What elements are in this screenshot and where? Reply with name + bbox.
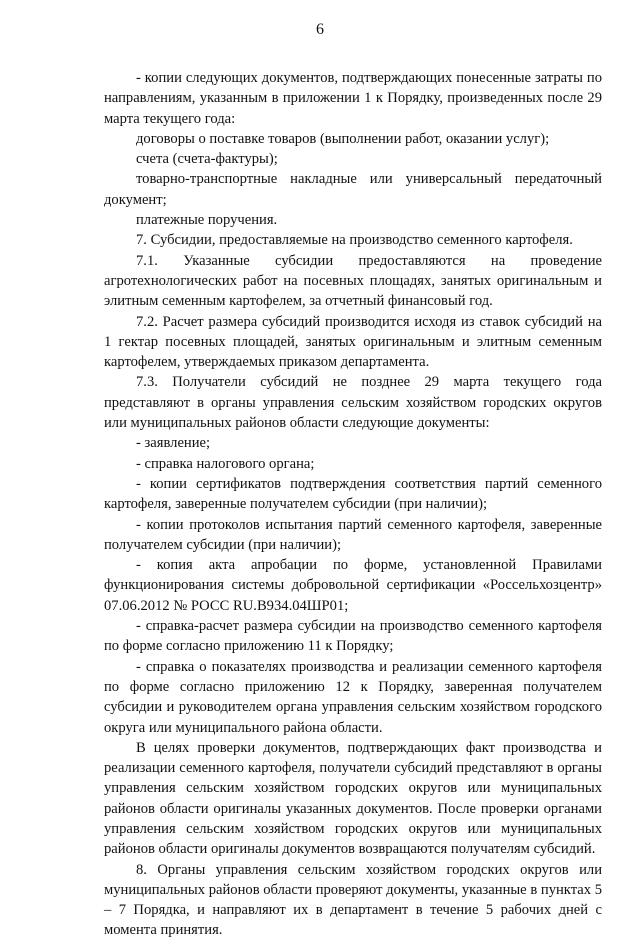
- page-number: 6: [316, 21, 324, 38]
- paragraph-subsidy-calculation: - справка-расчет размера субсидии на производство семенного картофеля по форме согласно приложению 11 к Порядку;: [104, 618, 602, 655]
- paragraph-supply-contracts: договоры о поставке товаров (выполнении работ, оказании услуг);: [136, 130, 550, 147]
- paragraph-7-2: 7.2. Расчет размера субсидий производится исходя из ставок субсидий на 1 гектар посевных площадей, занятых оригинальным и элитным семенным картофелем, утверждаемых приказом департамента.: [104, 313, 602, 371]
- paragraph-section-8: 8. Органы управления сельским хозяйством городских округов или муниципальных районов области проверяют документы, указанные в пунктах 5 – 7 Порядка, и направляют их в департамент в течение 5 рабочих дней с момента принятия.: [104, 861, 602, 939]
- paragraph-originals-verification: В целях проверки документов, подтверждающих факт производства и реализации семенного картофеля, получатели субсидий представляют в органы управления сельским хозяйством городских округов или муниципальных районов области оригиналы указанных документов. После проверки органами управления сельским хозяйством городских округов или муниципальных районов области оригиналы документов возвращаются получателям субсидий.: [104, 739, 602, 858]
- paragraph-test-protocols: - копии протоколов испытания партий семенного картофеля, заверенные получателем субсидии (при наличии);: [104, 516, 602, 553]
- paragraph-tax-certificate: - справка налогового органа;: [136, 455, 315, 472]
- paragraph-copies-of-expense-documents: - копии следующих документов, подтверждающих понесенные затраты по направлениям, указанным в приложении 1 к Порядку, произведенных после 29 марта текущего года:: [104, 70, 602, 127]
- paragraph-invoices: счета (счета-фактуры);: [136, 151, 278, 168]
- paragraph-payment-orders: платежные поручения.: [136, 212, 278, 229]
- paragraph-7-1: 7.1. Указанные субсидии предоставляются на проведение агротехнологических работ на посевных площадях, занятых оригинальным и элитным семенным картофелем, за отчетный финансовый год.: [104, 252, 602, 310]
- paragraph-certificate-copies: - копии сертификатов подтверждения соответствия партий семенного картофеля, заверенные получателем субсидии (при наличии);: [104, 475, 602, 513]
- document-body: [104, 68, 602, 941]
- paragraph-application: - заявление;: [136, 435, 211, 452]
- paragraph-approbation-act: - копия акта апробации по форме, установленной Правилами функционирования системы добровольной сертификации «Россельхозцентр» 07.06.2012 № РОСС RU.В934.04ШР01;: [104, 557, 602, 614]
- paragraph-waybills: товарно-транспортные накладные или универсальный передаточный документ;: [104, 171, 602, 208]
- paragraph-production-indicators: - справка о показателях производства и реализации семенного картофеля по форме согласно приложению 12 к Порядку, заверенная получателем субсидии и руководителем органа управления сельским хозяйством городского округа или муниципального района области.: [104, 658, 602, 736]
- paragraph-section-7-heading: 7. Субсидии, предоставляемые на производство семенного картофеля.: [136, 232, 573, 249]
- paragraph-7-3: 7.3. Получатели субсидий не позднее 29 марта текущего года представляют в органы управления сельским хозяйством городских округов или муниципальных районов области следующие документы:: [104, 374, 602, 432]
